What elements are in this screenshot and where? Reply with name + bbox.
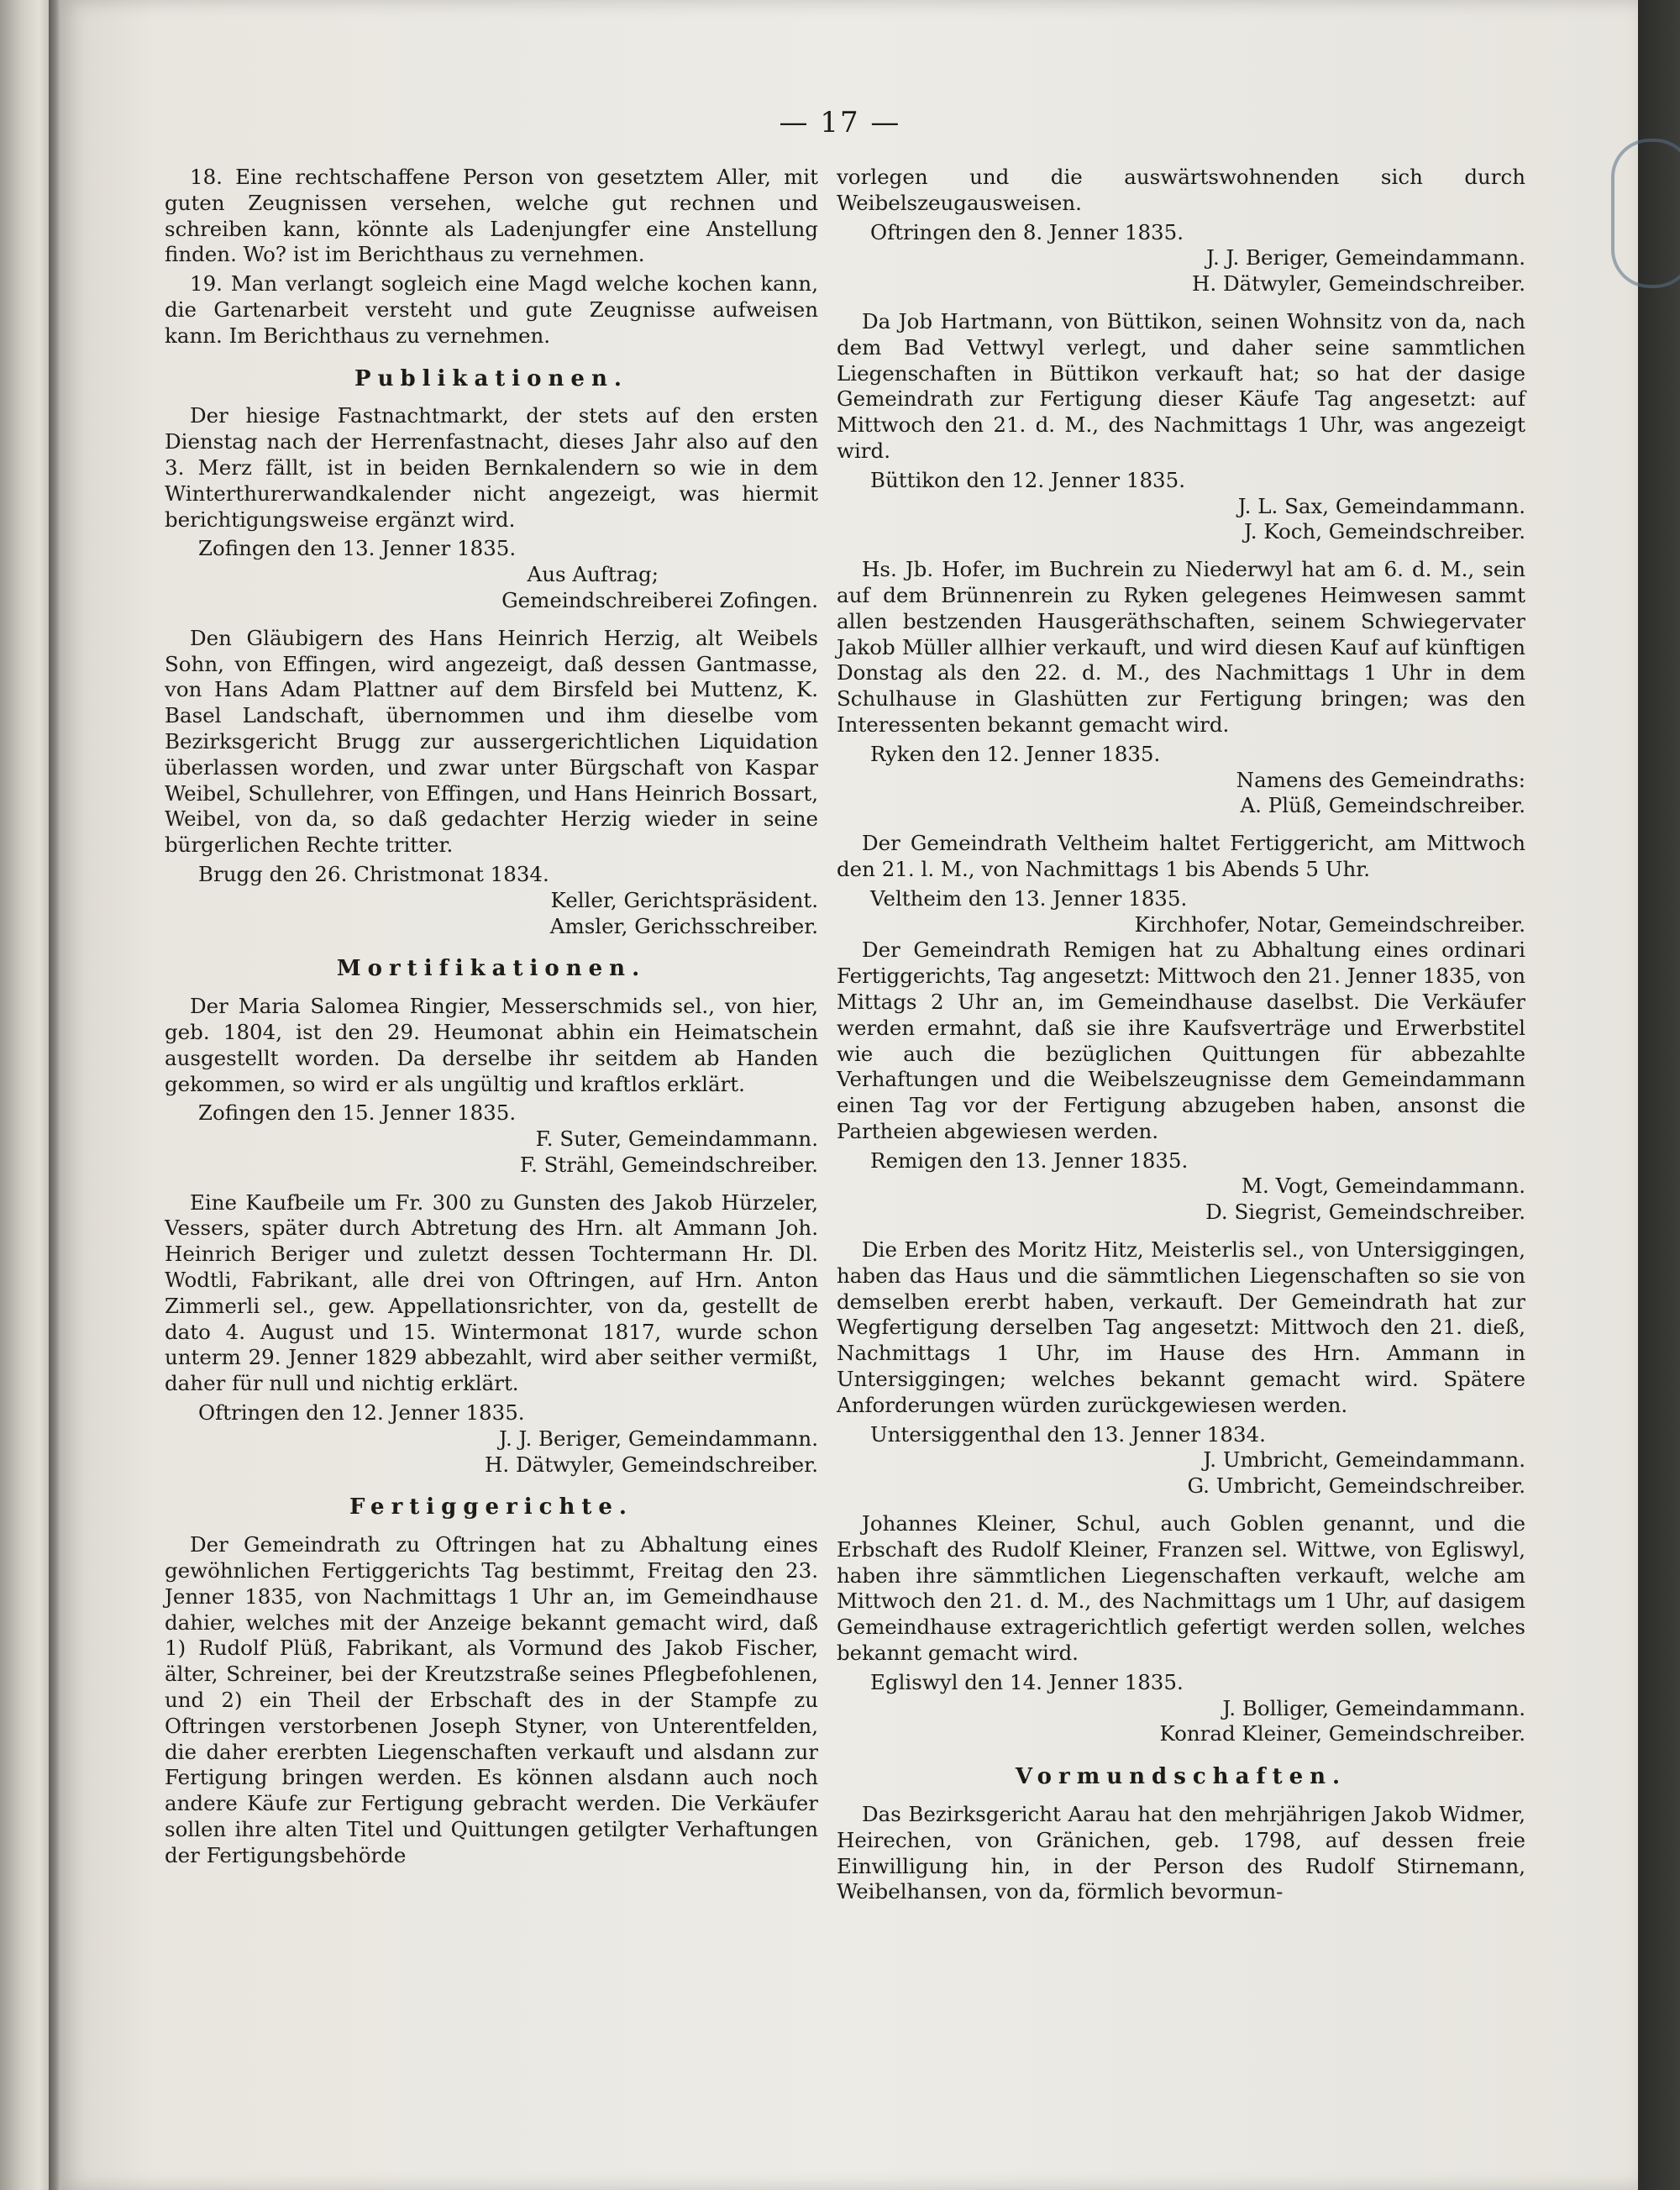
right-column [837, 165, 1525, 1909]
notice-date: Zofingen den 13. Jenner 1835. [198, 536, 517, 561]
notice-signature: J. L. Sax, Gemeindammann. [1237, 493, 1525, 518]
notice-signature: J. Bolliger, Gemeindammann. [1222, 1695, 1525, 1720]
notice-signature: Namens des Gemeindraths: [1236, 767, 1525, 792]
page-number: — 17 — [779, 106, 901, 139]
notice-date: Untersiggenthal den 13. Jenner 1834. [870, 1421, 1266, 1447]
notice-signature: Aus Auftrag; [527, 562, 659, 587]
notice-text: Der Gemeindrath Remigen hat zu Abhaltung eines ordinari Fertiggerichts, Tag angesetzt: Mittwoch den 21. Jenner 1835, von Mittags 2 Uhr an, im Gemeindhause daselbst. Die Verkäufer werden ermahnt, daß sie ihre Kaufsverträge und Erwerbstitel wie auch die bezüglichen Quittungen für abbezahlte Verhaftungen und die Weibelszeugnisse dem Gemeindammann einen Tag vor der Fertigung abzugeben haben, ansonst die Partheien abgewiesen werden. [837, 937, 1525, 1143]
notice-date: Oftringen den 12. Jenner 1835. [198, 1400, 525, 1426]
notice-text: Eine Kaufbeile um Fr. 300 zu Gunsten des Jakob Hürzeler, Vessers, später durch Abtretung des Hrn. alt Ammann Joh. Heinrich Beriger und zuletzt dessen Tochtermann Hr. Dl. Wodtli, Fabrikant, alle drei von Oftringen, auf Hrn. Anton Zimmerli sel., gew. Appellationsrichter, von da, gestellt de dato 4. August und 15. Wintermonat 1817, wurde schon unterm 29. Jenner 1829 abbezahlt, wird aber seither vermißt, daher für null und nichtig erklärt. [165, 1190, 818, 1396]
notice-signature: J. J. Beriger, Gemeindammann. [499, 1426, 818, 1451]
notice-signature: Konrad Kleiner, Gemeindschreiber. [1159, 1721, 1525, 1746]
notice-text: Der Maria Salomea Ringier, Messerschmids sel., von hier, geb. 1804, ist den 29. Heumonat abhin ein Heimatschein ausgestellt worden. Da derselbe ihr seitdem ab Handen gekommen, so wird er als ungültig und kraftlos erklärt. [165, 994, 818, 1096]
notice-signature: Keller, Gerichtspräsident. [550, 887, 818, 912]
ad-18: 18. Eine rechtschaffene Person von gesetztem Aller, mit guten Zeugnissen versehen, welche gut rechnen und schreiben kann, könnte als Ladenjungfer eine Anstellung finden. Wo? ist im Berichthaus zu vernehmen. [165, 165, 818, 267]
section-heading-publikationen: Publikationen. [354, 365, 628, 391]
notice-signature: F. Strähl, Gemeindschreiber. [519, 1152, 818, 1177]
notice-text: Der Gemeindrath Veltheim haltet Fertiggericht, am Mittwoch den 21. l. M., von Nachmittags 1 bis Abends 5 Uhr. [837, 831, 1525, 881]
notice-signature: J. Umbricht, Gemeindammann. [1203, 1447, 1525, 1473]
notice-signature: A. Plüß, Gemeindschreiber. [1240, 793, 1525, 818]
notice-date: Zofingen den 15. Jenner 1835. [198, 1100, 517, 1126]
notice-signature: H. Dätwyler, Gemeindschreiber. [485, 1452, 818, 1477]
notice-text: Den Gläubigern des Hans Heinrich Herzig, alt Weibels Sohn, von Effingen, wird angezeigt, daß dessen Gantmasse, von Hans Adam Plattner auf dem Birsfeld bei Muttenz, K. Basel Landschaft, übernommen und ihm dieselbe vom Bezirksgericht Brugg zur aussergerichtlichen Liquidation überlassen worden, und zwar unter Bürgschaft von Kaspar Weibel, Schullehrer, von Effingen, und Hans Heinrich Bossart, Weibel, von da, so daß gedachter Herzig wieder in seine bürgerlichen Rechte tritter. [165, 625, 818, 858]
notice-signature: D. Siegrist, Gemeindschreiber. [1205, 1200, 1525, 1225]
section-heading-fertiggerichte: Fertiggerichte. [349, 1494, 633, 1520]
notice-date: Veltheim den 13. Jenner 1835. [870, 885, 1188, 911]
notice-date: Brugg den 26. Christmonat 1834. [198, 861, 549, 886]
notice-text-continued: vorlegen und die auswärtswohnenden sich durch Weibelszeugausweisen. [837, 165, 1525, 215]
notice-date: Remigen den 13. Jenner 1835. [870, 1148, 1189, 1173]
notice-date: Büttikon den 12. Jenner 1835. [870, 467, 1185, 492]
notice-signature: F. Suter, Gemeindammann. [535, 1127, 818, 1152]
library-stamp [1611, 139, 1680, 288]
notice-signature: G. Umbricht, Gemeindschreiber. [1187, 1473, 1525, 1499]
notice-signature: J. J. Beriger, Gemeindammann. [1206, 245, 1525, 270]
notice-signature: Amsler, Gerichsschreiber. [549, 913, 818, 938]
left-column [165, 165, 818, 1872]
section-heading-vormundschaften: Vormundschaften. [1015, 1764, 1347, 1790]
scan-background [1638, 0, 1680, 2190]
notice-text: Der Gemeindrath zu Oftringen hat zu Abhaltung eines gewöhnlichen Fertiggerichts Tag bestimmt, Freitag den 23. Jenner 1835, von Nachmittags 1 Uhr an, im Gemeindhause dahier, welches mit der Anzeige bekannt gemacht wird, daß 1) Rudolf Plüß, Fabrikant, als Vormund des Jakob Fischer, älter, Schreiner, bei der Kreutzstraße seines Pflegbefohlenen, und 2) ein Theil der Erbschaft des in der Stampfe zu Oftringen verstorbenen Joseph Styner, von Unterentfelden, die daher ererbten Liegenschaften verkauft und alsdann zur Fertigung bringen werden. Es können alsdann auch noch andere Käufe zur Fertigung gebracht werden. Die Verkäufer sollen ihre alten Titel und Quittungen getilgter Verhaftungen der Fertigungsbehörde [165, 1532, 818, 1867]
notice-signature: M. Vogt, Gemeindammann. [1241, 1174, 1525, 1199]
adjacent-page-edge [0, 0, 49, 2190]
ad-19: 19. Man verlangt sogleich eine Magd welche kochen kann, die Gartenarbeit versteht und gute Zeugnisse aufweisen kann. Im Berichthaus zu vernehmen. [165, 271, 818, 348]
notice-signature: J. Koch, Gemeindschreiber. [1243, 519, 1525, 544]
notice-date: Oftringen den 8. Jenner 1835. [870, 219, 1184, 244]
notice-signature: Kirchhofer, Notar, Gemeindschreiber. [1134, 911, 1525, 937]
notice-text: Hs. Jb. Hofer, im Buchrein zu Niederwyl hat am 6. d. M., sein auf dem Brünnenrein zu Ryken gelegenes Heimwesen sammt allen bestzenden Hausgeräthschaften, seinem Schwiegervater Jakob Müller allhier verkauft, und wird diesen Kauf auf künftigen Donstag als den 22. d. M., des Nachmittags 1 Uhr in dem Schulhause in Glashütten zur Fertigung bringen; was den Interessenten bekannt gemacht wird. [837, 557, 1525, 737]
section-heading-mortifikationen: Mortifikationen. [336, 956, 647, 982]
notice-signature: Gemeindschreiberei Zofingen. [501, 587, 818, 612]
notice-text: Die Erben des Moritz Hitz, Meisterlis sel., von Untersiggingen, haben das Haus und die sämmtlichen Liegenschaften so sie von demselben ererbt haben, verkauft. Der Gemeindrath hat zur Wegfertigung derselben Tag angesetzt: Mittwoch den 21. dieß, Nachmittags 1 Uhr, im Hause des Hrn. Ammann in Untersiggingen; welches bekannt gemacht wird. Spätere Anforderungen würden zurückgewiesen werden. [837, 1237, 1525, 1417]
notice-date: Egliswyl den 14. Jenner 1835. [870, 1669, 1184, 1694]
notice-date: Ryken den 12. Jenner 1835. [870, 741, 1161, 766]
book-gutter [49, 0, 60, 2190]
notice-text: Da Job Hartmann, von Büttikon, seinen Wohnsitz von da, nach dem Bad Vettwyl verlegt, und daher seine sammtlichen Liegenschaften in Büttikon verkauft hat; so hat der dasige Gemeindrath zur Fertigung dieser Käufe Tag angesetzt: auf Mittwoch den 21. d. M., des Nachmittags 1 Uhr, was angezeigt wird. [837, 308, 1525, 463]
notice-text: Der hiesige Fastnachtmarkt, der stets auf den ersten Dienstag nach der Herrenfastnacht, dieses Jahr also auf den 3. Merz fällt, ist in beiden Bernkalendern so wie in dem Winterthurerwandkalender nicht angezeigt, was hiermit berichtigungsweise ergänzt wird. [165, 403, 818, 532]
notice-text: Johannes Kleiner, Schul, auch Goblen genannt, und die Erbschaft des Rudolf Kleiner, Franzen sel. Wittwe, von Egliswyl, haben ihre sämmtlichen Liegenschaften verkauft, welche am Mittwoch den 21. d. M., des Nachmittags um 1 Uhr, auf dasigem Gemeindhause extragerichtlich gefertigt werden sollen, welches bekannt gemacht wird. [837, 1511, 1525, 1666]
notice-signature: H. Dätwyler, Gemeindschreiber. [1192, 271, 1525, 297]
notice-text: Das Bezirksgericht Aarau hat den mehrjährigen Jakob Widmer, Heirechen, von Gränichen, geb. 1798, auf dessen freie Einwilligung hin, in der Person des Rudolf Stirnemann, Weibelhansen, von da, förmlich bevormun- [837, 1802, 1525, 1904]
